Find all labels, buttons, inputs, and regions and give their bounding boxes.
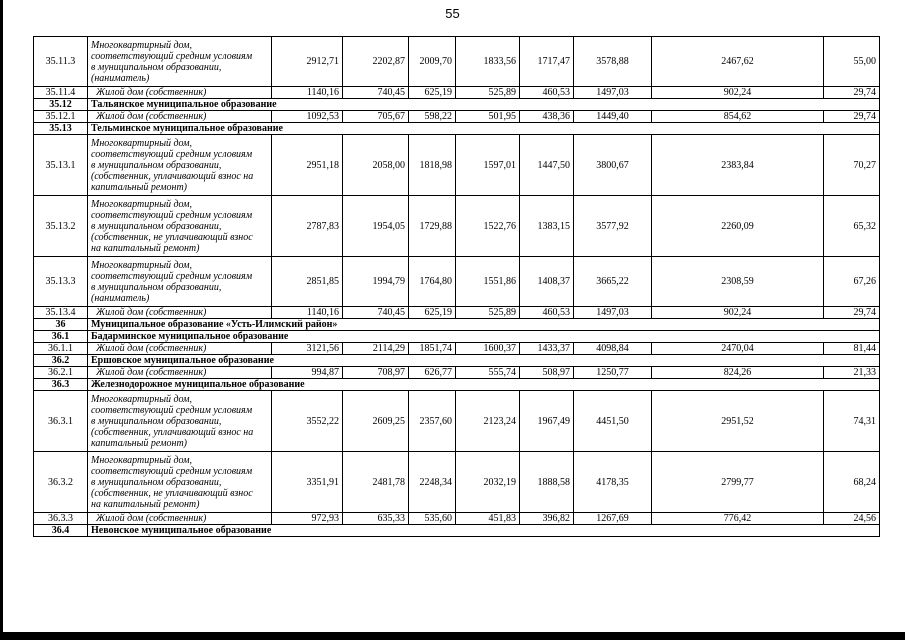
section-code: 36.4 xyxy=(34,525,88,537)
value-cell: 438,36 xyxy=(520,111,574,123)
row-description xyxy=(88,307,272,319)
value-cell: 625,19 xyxy=(409,307,456,319)
description-line: Жилой дом (собственник) xyxy=(96,343,207,354)
table-row xyxy=(34,111,880,123)
value-cell: 2248,34 xyxy=(409,452,456,513)
section-code: 36.3 xyxy=(34,379,88,391)
value-cell: 1250,77 xyxy=(574,367,652,379)
row-code: 36.3.2 xyxy=(34,452,88,513)
section-header-row xyxy=(34,331,880,343)
table-row xyxy=(34,513,880,525)
section-title: Тельминское муниципальное образование xyxy=(88,123,880,135)
section-title: Муниципальное образование «Усть-Илимский район» xyxy=(88,319,880,331)
table-row xyxy=(34,37,880,87)
value-cell: 1967,49 xyxy=(520,391,574,452)
value-cell: 1497,03 xyxy=(574,87,652,99)
value-cell: 65,32 xyxy=(824,196,880,257)
row-description xyxy=(88,37,272,87)
value-cell: 994,87 xyxy=(272,367,343,379)
value-cell: 1764,80 xyxy=(409,257,456,307)
description-line: (собственник, не уплачивающий взнос xyxy=(91,487,253,499)
tariff-table xyxy=(33,36,880,537)
value-cell: 2912,71 xyxy=(272,37,343,87)
value-cell: 1717,47 xyxy=(520,37,574,87)
table-row xyxy=(34,391,880,452)
value-cell: 1449,40 xyxy=(574,111,652,123)
value-cell: 460,53 xyxy=(520,87,574,99)
value-cell: 1522,76 xyxy=(456,196,520,257)
description-line: (собственник, уплачивающий взнос на xyxy=(91,170,254,182)
description-line: Многоквартирный дом, xyxy=(91,137,193,149)
value-cell: 2951,18 xyxy=(272,135,343,196)
section-title: Ершовское муниципальное образование xyxy=(88,355,880,367)
value-cell: 1851,74 xyxy=(409,343,456,355)
value-cell: 740,45 xyxy=(343,87,409,99)
value-cell: 74,31 xyxy=(824,391,880,452)
row-description xyxy=(88,257,272,307)
description-line: соответствующий средним условиям xyxy=(91,209,253,221)
value-cell: 535,60 xyxy=(409,513,456,525)
value-cell: 2383,84 xyxy=(652,135,824,196)
value-cell: 972,93 xyxy=(272,513,343,525)
row-code: 35.13.2 xyxy=(34,196,88,257)
value-cell: 1551,86 xyxy=(456,257,520,307)
description-line: соответствующий средним условиям xyxy=(91,404,253,416)
value-cell: 29,74 xyxy=(824,87,880,99)
value-cell: 1092,53 xyxy=(272,111,343,123)
description-line: Жилой дом (собственник) xyxy=(96,513,207,524)
value-cell: 21,33 xyxy=(824,367,880,379)
row-code: 35.13.4 xyxy=(34,307,88,319)
description-line: в муниципальном образовании, xyxy=(91,159,222,171)
description-line: соответствующий средним условиям xyxy=(91,50,253,62)
section-code: 36.2 xyxy=(34,355,88,367)
value-cell: 2123,24 xyxy=(456,391,520,452)
description-line: в муниципальном образовании, xyxy=(91,61,222,73)
value-cell: 67,26 xyxy=(824,257,880,307)
row-code: 35.12.1 xyxy=(34,111,88,123)
value-cell: 68,24 xyxy=(824,452,880,513)
value-cell: 2114,29 xyxy=(343,343,409,355)
description-line: Многоквартирный дом, xyxy=(91,198,193,210)
section-title: Железнодорожное муниципальное образование xyxy=(88,379,880,391)
value-cell: 705,67 xyxy=(343,111,409,123)
value-cell: 396,82 xyxy=(520,513,574,525)
section-code: 36.1 xyxy=(34,331,88,343)
row-code: 35.13.3 xyxy=(34,257,88,307)
value-cell: 1497,03 xyxy=(574,307,652,319)
value-cell: 1383,15 xyxy=(520,196,574,257)
description-line: Жилой дом (собственник) xyxy=(96,111,207,122)
value-cell: 776,42 xyxy=(652,513,824,525)
value-cell: 3121,56 xyxy=(272,343,343,355)
value-cell: 2787,83 xyxy=(272,196,343,257)
section-code: 35.13 xyxy=(34,123,88,135)
description-line: в муниципальном образовании, xyxy=(91,476,222,488)
value-cell: 3577,92 xyxy=(574,196,652,257)
value-cell: 1408,37 xyxy=(520,257,574,307)
table-row xyxy=(34,257,880,307)
section-title: Невонское муниципальное образование xyxy=(88,525,880,537)
page-number: 55 xyxy=(445,6,460,21)
description-line: на капитальный ремонт) xyxy=(91,242,200,254)
value-cell: 598,22 xyxy=(409,111,456,123)
section-header-row xyxy=(34,355,880,367)
value-cell: 1267,69 xyxy=(574,513,652,525)
value-cell: 508,97 xyxy=(520,367,574,379)
value-cell: 2609,25 xyxy=(343,391,409,452)
row-code: 35.11.4 xyxy=(34,87,88,99)
value-cell: 1140,16 xyxy=(272,307,343,319)
scan-border-bottom xyxy=(0,632,905,640)
value-cell: 2951,52 xyxy=(652,391,824,452)
description-line: в муниципальном образовании, xyxy=(91,415,222,427)
value-cell: 3351,91 xyxy=(272,452,343,513)
description-line: Жилой дом (собственник) xyxy=(96,307,207,318)
value-cell: 1729,88 xyxy=(409,196,456,257)
value-cell: 626,77 xyxy=(409,367,456,379)
value-cell: 70,27 xyxy=(824,135,880,196)
row-description xyxy=(88,513,272,525)
row-description xyxy=(88,87,272,99)
description-line: Жилой дом (собственник) xyxy=(96,87,207,98)
value-cell: 3578,88 xyxy=(574,37,652,87)
value-cell: 55,00 xyxy=(824,37,880,87)
value-cell: 451,83 xyxy=(456,513,520,525)
value-cell: 24,56 xyxy=(824,513,880,525)
table-body xyxy=(34,37,880,537)
value-cell: 902,24 xyxy=(652,307,824,319)
value-cell: 29,74 xyxy=(824,111,880,123)
section-title: Бадарминское муниципальное образование xyxy=(88,331,880,343)
row-code: 35.11.3 xyxy=(34,37,88,87)
value-cell: 2799,77 xyxy=(652,452,824,513)
value-cell: 4178,35 xyxy=(574,452,652,513)
section-code: 35.12 xyxy=(34,99,88,111)
value-cell: 902,24 xyxy=(652,87,824,99)
value-cell: 1433,37 xyxy=(520,343,574,355)
value-cell: 2202,87 xyxy=(343,37,409,87)
description-line: Многоквартирный дом, xyxy=(91,393,193,405)
value-cell: 2308,59 xyxy=(652,257,824,307)
table-row xyxy=(34,87,880,99)
value-cell: 635,33 xyxy=(343,513,409,525)
section-header-row xyxy=(34,99,880,111)
value-cell: 2009,70 xyxy=(409,37,456,87)
value-cell: 2481,78 xyxy=(343,452,409,513)
row-description xyxy=(88,367,272,379)
value-cell: 4098,84 xyxy=(574,343,652,355)
value-cell: 2357,60 xyxy=(409,391,456,452)
row-description xyxy=(88,343,272,355)
row-description xyxy=(88,452,272,513)
description-line: (наниматель) xyxy=(91,292,150,304)
description-line: на капитальный ремонт) xyxy=(91,498,200,510)
section-title: Тальянское муниципальное образование xyxy=(88,99,880,111)
description-line: соответствующий средним условиям xyxy=(91,465,253,477)
row-code: 36.3.3 xyxy=(34,513,88,525)
description-line: Многоквартирный дом, xyxy=(91,454,193,466)
value-cell: 3800,67 xyxy=(574,135,652,196)
value-cell: 2851,85 xyxy=(272,257,343,307)
value-cell: 854,62 xyxy=(652,111,824,123)
description-line: (наниматель) xyxy=(91,72,150,84)
value-cell: 1818,98 xyxy=(409,135,456,196)
value-cell: 824,26 xyxy=(652,367,824,379)
value-cell: 2260,09 xyxy=(652,196,824,257)
value-cell: 2032,19 xyxy=(456,452,520,513)
section-header-row xyxy=(34,525,880,537)
row-description xyxy=(88,111,272,123)
value-cell: 2467,62 xyxy=(652,37,824,87)
description-line: капитальный ремонт) xyxy=(91,437,188,449)
row-code: 36.2.1 xyxy=(34,367,88,379)
row-description xyxy=(88,135,272,196)
table-row xyxy=(34,367,880,379)
table-row xyxy=(34,196,880,257)
value-cell: 29,74 xyxy=(824,307,880,319)
value-cell: 525,89 xyxy=(456,307,520,319)
value-cell: 460,53 xyxy=(520,307,574,319)
section-code: 36 xyxy=(34,319,88,331)
description-line: Жилой дом (собственник) xyxy=(96,367,207,378)
row-code: 36.1.1 xyxy=(34,343,88,355)
row-code: 36.3.1 xyxy=(34,391,88,452)
value-cell: 1140,16 xyxy=(272,87,343,99)
row-description xyxy=(88,196,272,257)
description-line: соответствующий средним условиям xyxy=(91,148,253,160)
value-cell: 2058,00 xyxy=(343,135,409,196)
table-row xyxy=(34,307,880,319)
description-line: (собственник, не уплачивающий взнос xyxy=(91,231,253,243)
description-line: Многоквартирный дом, xyxy=(91,259,193,271)
description-line: Многоквартирный дом, xyxy=(91,39,193,51)
value-cell: 740,45 xyxy=(343,307,409,319)
value-cell: 525,89 xyxy=(456,87,520,99)
scan-border-left xyxy=(0,0,3,640)
value-cell: 501,95 xyxy=(456,111,520,123)
value-cell: 625,19 xyxy=(409,87,456,99)
description-line: в муниципальном образовании, xyxy=(91,281,222,293)
value-cell: 1447,50 xyxy=(520,135,574,196)
value-cell: 1833,56 xyxy=(456,37,520,87)
section-header-row xyxy=(34,123,880,135)
value-cell: 1888,58 xyxy=(520,452,574,513)
value-cell: 81,44 xyxy=(824,343,880,355)
value-cell: 1600,37 xyxy=(456,343,520,355)
table-row xyxy=(34,452,880,513)
value-cell: 1597,01 xyxy=(456,135,520,196)
description-line: (собственник, уплачивающий взнос на xyxy=(91,426,254,438)
description-line: в муниципальном образовании, xyxy=(91,220,222,232)
table-row xyxy=(34,343,880,355)
row-code: 35.13.1 xyxy=(34,135,88,196)
value-cell: 1954,05 xyxy=(343,196,409,257)
description-line: капитальный ремонт) xyxy=(91,181,188,193)
value-cell: 3665,22 xyxy=(574,257,652,307)
value-cell: 2470,04 xyxy=(652,343,824,355)
value-cell: 1994,79 xyxy=(343,257,409,307)
row-description xyxy=(88,391,272,452)
value-cell: 708,97 xyxy=(343,367,409,379)
table-row xyxy=(34,135,880,196)
description-line: соответствующий средним условиям xyxy=(91,270,253,282)
value-cell: 4451,50 xyxy=(574,391,652,452)
value-cell: 3552,22 xyxy=(272,391,343,452)
section-header-row xyxy=(34,319,880,331)
value-cell: 555,74 xyxy=(456,367,520,379)
section-header-row xyxy=(34,379,880,391)
